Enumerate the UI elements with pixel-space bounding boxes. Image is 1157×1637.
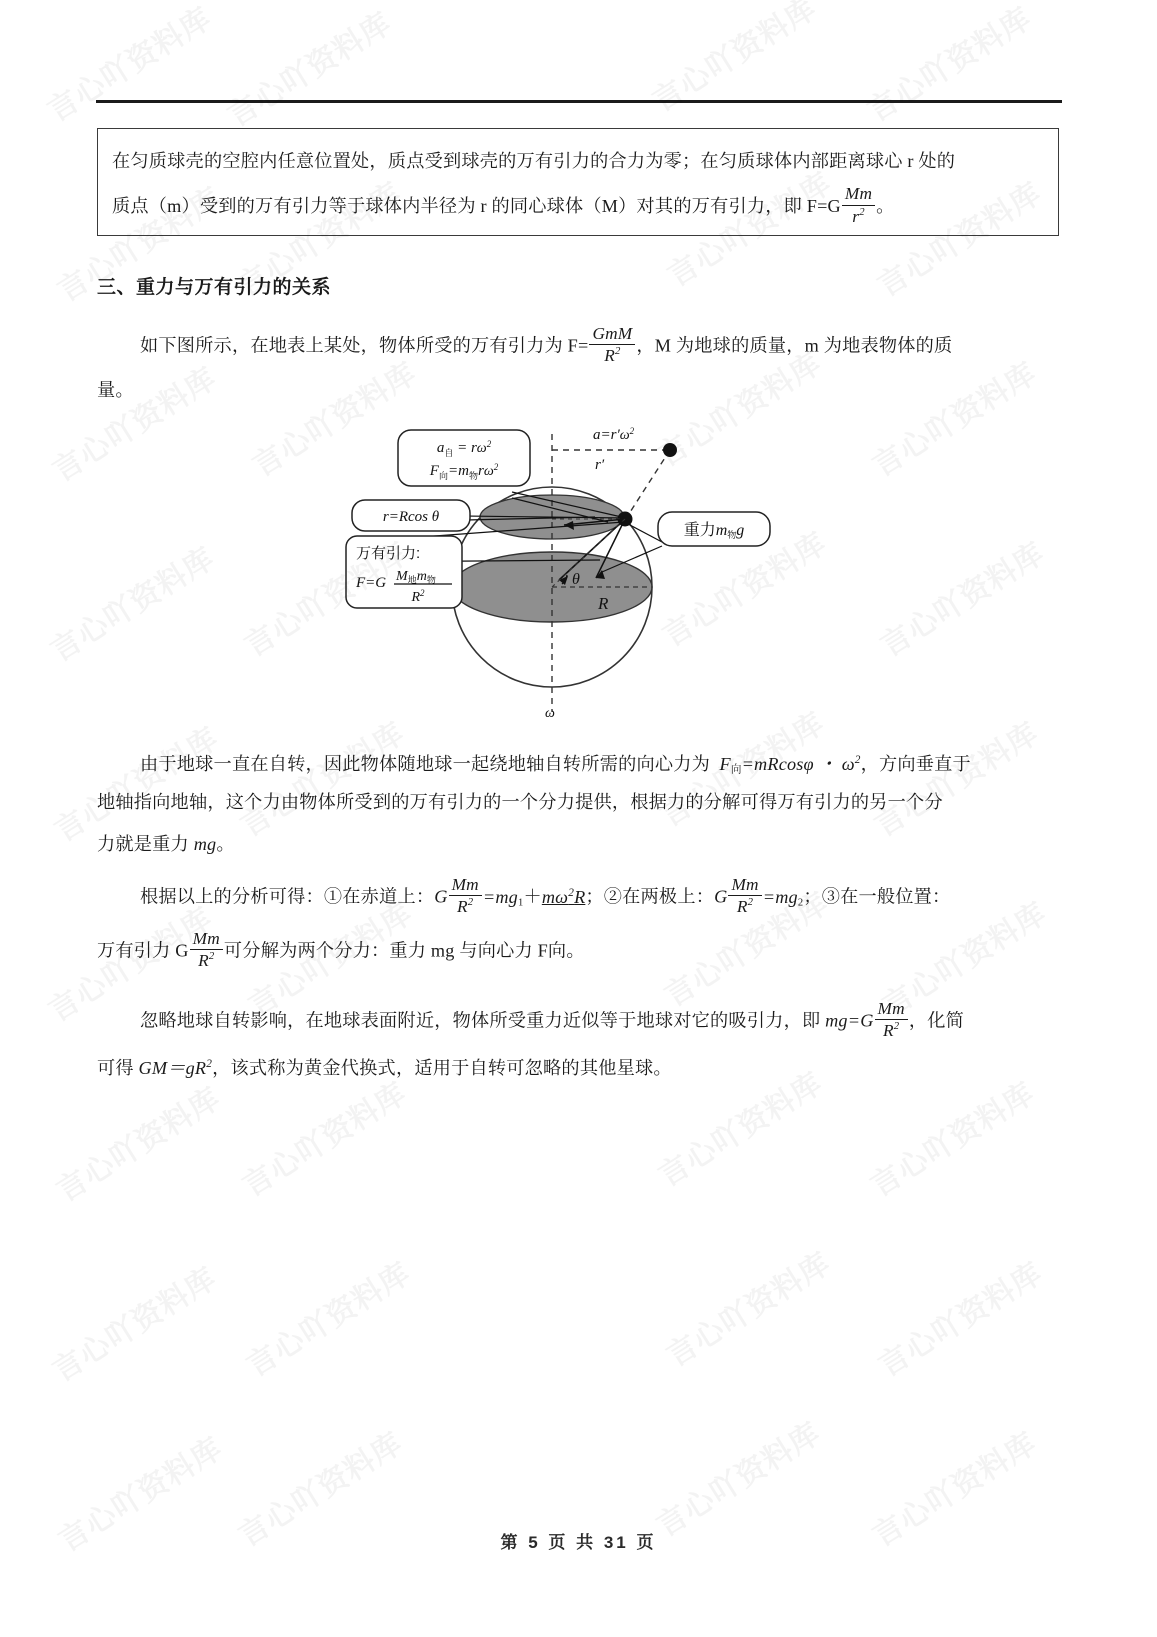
paragraph-1-fraction-den-exponent: 2 xyxy=(615,345,621,358)
paragraph-3-item-2-denominator xyxy=(728,896,761,916)
paragraph-3-line-1 xyxy=(140,876,950,916)
paragraph-4-line-2-math-base: GM＝gR xyxy=(138,1058,207,1079)
section-heading: 三、重力与万有引力的关系 xyxy=(97,277,332,298)
label-R: R xyxy=(598,594,609,613)
callout-r-label: r=Rcos θ xyxy=(382,509,440,525)
paragraph-1-text-pre: 如下图所示，在地表上某处，物体所受的万有引力为 F= xyxy=(140,335,589,356)
paragraph-1-fraction-denominator xyxy=(589,345,635,365)
definition-box xyxy=(97,128,1059,236)
definition-line-2-suffix: 。 xyxy=(876,196,895,216)
paragraph-1-fraction xyxy=(589,325,635,365)
paragraph-3-item-1-den-base: R xyxy=(457,897,468,917)
paragraph-3-item-1-underlined: $m\omega^2R$ xyxy=(541,886,586,907)
earth-gravity-diagram xyxy=(340,412,820,732)
paragraph-4-line-2 xyxy=(97,1052,672,1080)
paragraph-3-item-2-eq: $=mg_2$ xyxy=(762,886,804,908)
paragraph-3-item-1-fraction xyxy=(449,876,482,916)
paragraph-3-item-1-semicolon: ； xyxy=(585,886,604,907)
external-point xyxy=(663,443,677,457)
paragraph-3-lead: 根据以上的分析可得： xyxy=(140,886,324,907)
callout-top-line-2: $F_向=m_物r\omega^2$ xyxy=(429,462,499,481)
definition-fraction-denominator xyxy=(842,206,875,226)
paragraph-3-item-1-denominator xyxy=(449,896,482,916)
paragraph-2-formula: $F_向=mRcos\varphi$ ・ $\omega^2$ xyxy=(719,754,861,776)
callout-gravitation-title: 万有引力: xyxy=(356,545,421,562)
paragraph-3-line-2-denominator xyxy=(190,950,223,970)
paragraph-3-line-2-den-base: R xyxy=(198,951,209,971)
outer-point-connector xyxy=(625,450,670,520)
definition-line-1: 在匀质球壳的空腔内任意位置处，质点受到球壳的万有引力的合力为零；在匀质球体内部距离球心 r 处的 xyxy=(112,151,956,171)
paragraph-3-item-2-semicolon: ； xyxy=(803,886,822,907)
paragraph-4-line-1-post: ，化简 xyxy=(908,1010,964,1031)
paragraph-3-item-1-numerator: Mm xyxy=(449,876,482,896)
callout-gravitation-formula: F=G xyxy=(356,575,387,591)
paragraph-3-line-2-pre: 万有引力 G xyxy=(97,940,189,961)
paragraph-3-item-1-den-exponent: 2 xyxy=(467,896,474,909)
definition-fraction-numerator: Mm xyxy=(842,185,875,205)
definition-line-2 xyxy=(112,184,1044,229)
paragraph-3-line-2-den-exponent: 2 xyxy=(208,950,215,963)
paragraph-2-text-pre: 由于地球一直在自转，因此物体随地球一起绕地轴自转所需的向心力为 xyxy=(140,754,711,775)
paragraph-1-fraction-den-base: R xyxy=(604,346,616,366)
label-omega: ω xyxy=(545,706,555,721)
paragraph-2-line-3 xyxy=(97,832,235,856)
definition-fraction-den-exponent: 2 xyxy=(859,205,865,218)
paragraph-2-line-3-math: mg xyxy=(193,834,217,854)
paragraph-3-item-1-label: ①在赤道上： xyxy=(323,886,435,907)
paragraph-4-mg: mg=G xyxy=(825,1010,874,1031)
paragraph-4-den-base: R xyxy=(883,1021,894,1041)
paragraph-4-den-exponent: 2 xyxy=(893,1020,900,1033)
paragraph-2-line-3-pre: 力就是重力 xyxy=(97,834,189,854)
label-theta: θ xyxy=(572,571,580,588)
paragraph-3-item-2-numerator: Mm xyxy=(728,876,761,896)
label-r-prime: r′ xyxy=(595,457,605,473)
paragraph-3-item-3-label: ③在一般位置： xyxy=(821,886,951,907)
paragraph-3-item-1-plus: ＋ xyxy=(523,886,542,907)
definition-line-2-text: 质点（m）受到的万有引力等于球体内半径为 r 的同心球体（M）对其的万有引力，即 F=G xyxy=(112,196,841,216)
paragraph-4-line-2-math xyxy=(139,1058,213,1078)
definition-fraction-den-base: r xyxy=(852,206,860,226)
paragraph-1-text-post: ，M 为地球的质量，m 为地表物体的质 xyxy=(636,335,953,356)
paragraph-3-line-2-numerator: Mm xyxy=(190,930,223,950)
paragraph-1-fraction-numerator: GmM xyxy=(589,325,635,345)
paragraph-3-item-2-fraction xyxy=(728,876,761,916)
definition-fraction xyxy=(842,185,875,225)
callout-top-line-1: $a_自 = r\omega^2$ xyxy=(436,439,492,458)
paragraph-3-item-2-den-exponent: 2 xyxy=(747,896,754,909)
paragraph-4-denominator xyxy=(875,1020,908,1040)
callout-weight-label: 重力m物g xyxy=(683,522,745,540)
paragraph-1-line-1 xyxy=(140,325,952,365)
paragraph-4-line-1-pre: 忽略地球自转影响，在地球表面附近，物体所受重力近似等于地球对它的吸引力，即 xyxy=(140,1010,821,1031)
paragraph-2-line-2: 地轴指向地轴，这个力由物体所受到的万有引力的一个分力提供，根据力的分解可得万有引力的另一个分 xyxy=(97,792,943,812)
paragraph-1-line-2: 量。 xyxy=(97,380,134,400)
page-footer: 第 5 页 共 31 页 xyxy=(500,1533,657,1552)
label-outer-acceleration: $a=r'\omega^2$ xyxy=(593,426,635,443)
paragraph-2-text-post: ，方向垂直于 xyxy=(860,754,971,775)
paragraph-4-fraction xyxy=(875,1000,908,1040)
paragraph-3-item-1-eq: $=mg_1$ xyxy=(482,886,524,908)
paragraph-3-item-1-G: G xyxy=(434,886,448,907)
callout-gravitation-numerator: $M_地m_物$ xyxy=(396,569,436,585)
paragraph-3-item-2-den-base: R xyxy=(736,897,748,917)
paragraph-3-line-2-post: 可分解为两个分力：重力 mg 与向心力 F向。 xyxy=(223,940,585,961)
paragraph-4-line-2-math-exponent: 2 xyxy=(206,1058,213,1070)
callout-gravitation-denominator: $R^2$ xyxy=(411,588,425,605)
paragraph-4-line-2-post: ，该式称为黄金代换式，适用于自转可忽略的其他星球。 xyxy=(212,1058,672,1079)
paragraph-4-numerator: Mm xyxy=(875,1000,908,1020)
paragraph-4-line-1 xyxy=(140,1000,964,1040)
paragraph-2-line-3-post: 。 xyxy=(216,834,235,854)
paragraph-3-line-2 xyxy=(97,930,585,970)
paragraph-2-line-1 xyxy=(140,748,971,782)
header-rule xyxy=(96,100,1062,103)
paragraph-3-line-2-fraction xyxy=(190,930,223,970)
paragraph-4-line-2-pre: 可得 xyxy=(97,1058,134,1079)
paragraph-3-item-2-label: ②在两极上： xyxy=(603,886,715,907)
paragraph-3-item-2-G: G xyxy=(714,886,728,907)
